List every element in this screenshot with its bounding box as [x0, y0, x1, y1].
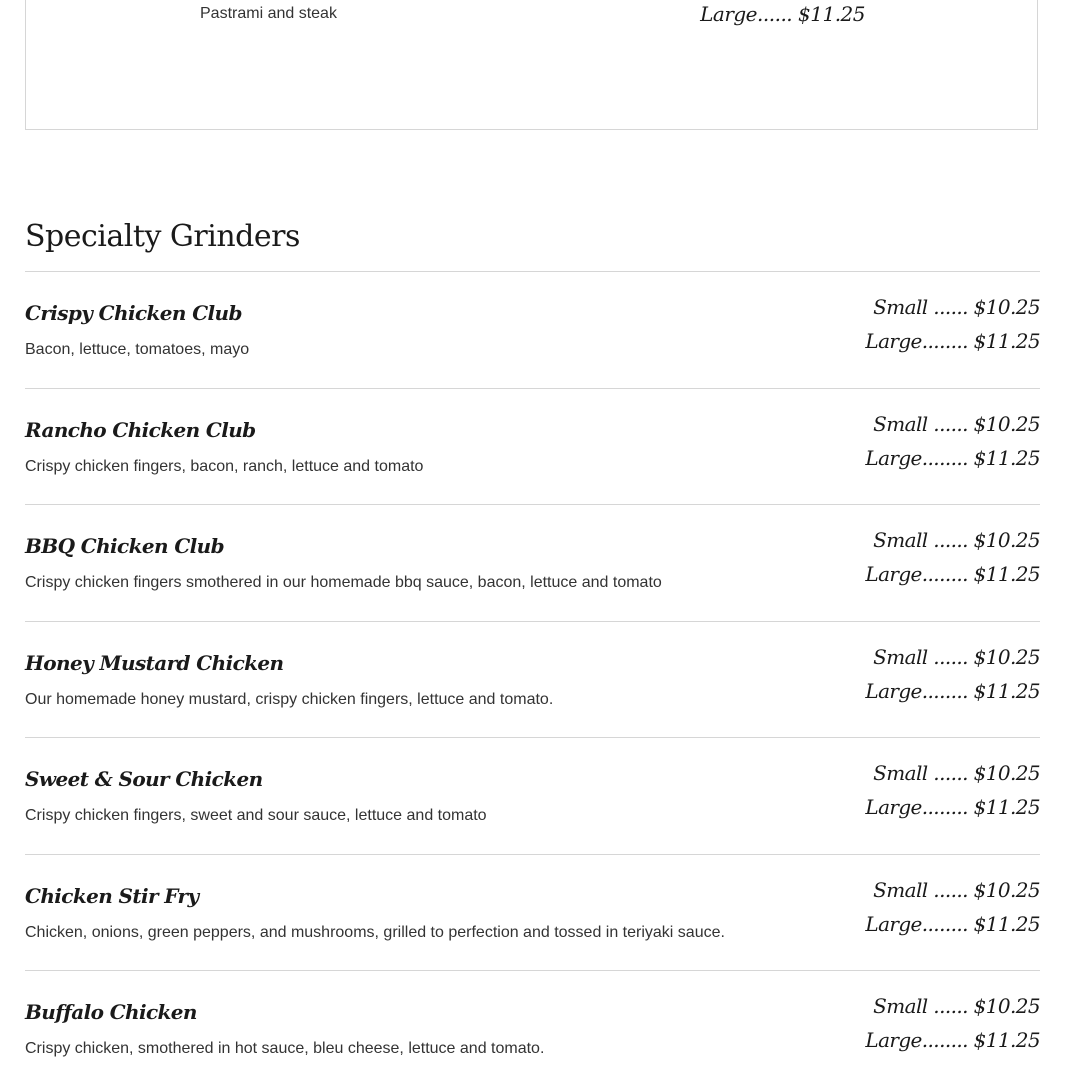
small-price: Small ...... $10.25: [873, 877, 1040, 902]
item-prices: [865, 756, 1040, 824]
item-description: Pastrami and steak: [200, 5, 337, 22]
item-name: Crispy Chicken Club: [25, 301, 242, 325]
menu-item: [25, 855, 1040, 972]
item-prices: [865, 989, 1040, 1057]
large-price: Large........ $11.25: [865, 911, 1040, 936]
item-description: Crispy chicken fingers, bacon, ranch, lettuce and tomato: [25, 457, 424, 475]
item-description: Chicken, onions, green peppers, and mushrooms, grilled to perfection and tossed in teriyaki sauce.: [25, 923, 725, 941]
item-prices: [865, 407, 1040, 475]
item-description: Crispy chicken, smothered in hot sauce, bleu cheese, lettuce and tomato.: [25, 1040, 545, 1057]
item-name: BBQ Chicken Club: [25, 534, 224, 558]
large-price: Large...... $11.25: [700, 2, 865, 26]
previous-item-card: [25, 0, 1038, 130]
item-name: Sweet & Sour Chicken: [25, 767, 263, 791]
item-prices: [865, 523, 1040, 591]
large-price: Large........ $11.25: [865, 1028, 1040, 1052]
menu-item: [25, 389, 1040, 506]
section-title: Specialty Grinders: [25, 219, 300, 254]
large-price: Large........ $11.25: [865, 562, 1040, 586]
menu-item: [25, 622, 1040, 739]
item-name: Rancho Chicken Club: [25, 417, 256, 442]
small-price: Small ...... $10.25: [873, 411, 1040, 436]
large-price: Large........ $11.25: [865, 445, 1040, 470]
menu-item: [25, 738, 1040, 855]
large-price: Large........ $11.25: [865, 329, 1040, 353]
menu-item: [25, 272, 1040, 389]
item-prices: [865, 640, 1040, 708]
item-description: Crispy chicken fingers smothered in our homemade bbq sauce, bacon, lettuce and tomato: [25, 574, 662, 591]
item-name: Honey Mustard Chicken: [25, 650, 284, 675]
item-description: Bacon, lettuce, tomatoes, mayo: [25, 341, 250, 358]
large-price: Large........ $11.25: [865, 678, 1040, 703]
small-price: Small ...... $10.25: [873, 761, 1040, 785]
menu-list: [25, 272, 1040, 1084]
item-name: Buffalo Chicken: [25, 1000, 197, 1024]
menu-item: [25, 971, 1040, 1084]
menu-item: [25, 505, 1040, 622]
large-price: Large........ $11.25: [865, 795, 1040, 819]
item-prices: [865, 290, 1040, 358]
item-name: Chicken Stir Fry: [25, 883, 199, 908]
small-price: Small ...... $10.25: [873, 994, 1040, 1018]
item-prices: [865, 873, 1040, 941]
small-price: Small ...... $10.25: [873, 528, 1040, 552]
item-description: Our homemade honey mustard, crispy chicken fingers, lettuce and tomato.: [25, 690, 554, 708]
small-price: Small ...... $10.25: [873, 295, 1040, 319]
small-price: Small ...... $10.25: [873, 644, 1040, 669]
item-description: Crispy chicken fingers, sweet and sour sauce, lettuce and tomato: [25, 807, 487, 824]
